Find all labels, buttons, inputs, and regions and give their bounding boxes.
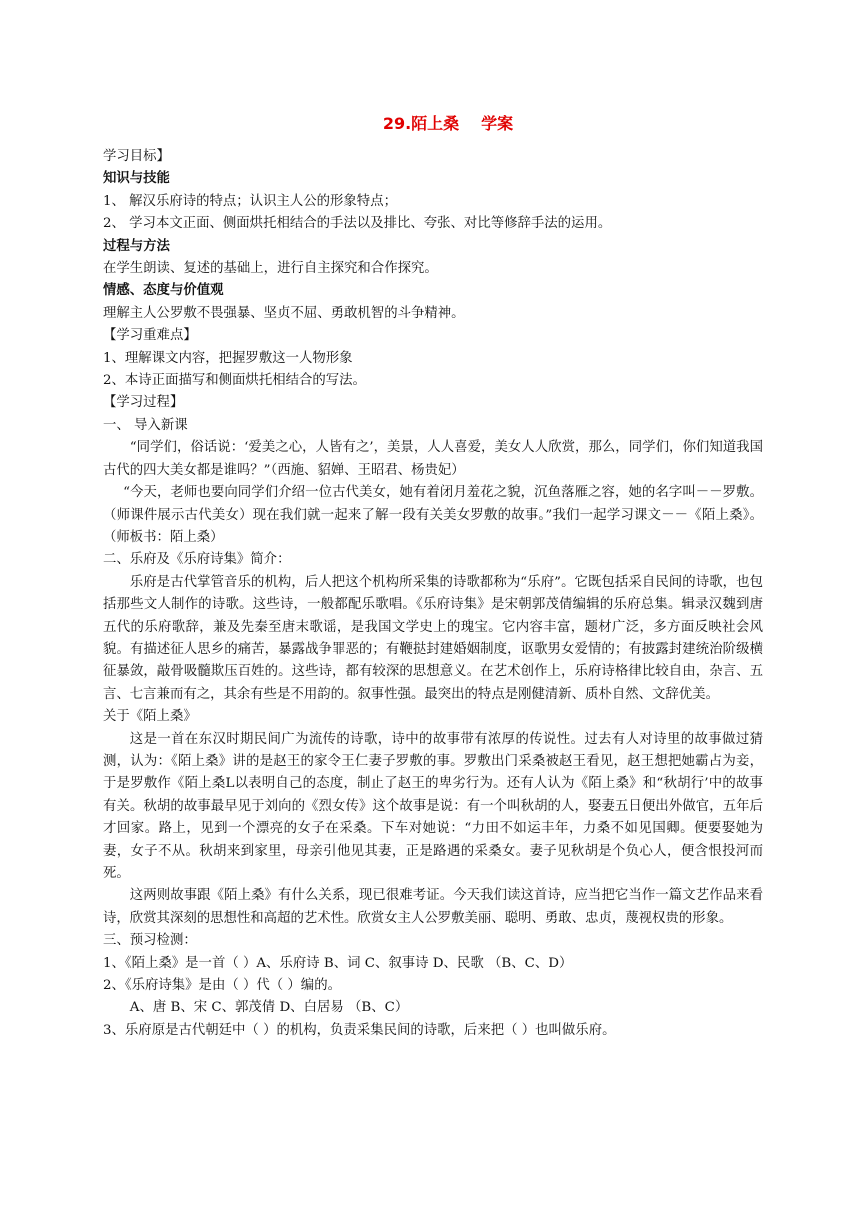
question-2: 2、《乐府诗集》是由（ ）代（ ）编的。	[103, 978, 341, 994]
intro-paragraph-1: “同学们，俗话说：‘爱美之心，人皆有之’，美景，人人喜爱，美女人人欣赏，那么，同学们，你们知道我国古代的四大美女都是谁吗？”（西施、貂婵、王昭君、杨贵妃）	[103, 440, 763, 478]
question-2-options: A、唐 B、宋 C、郭茂倩 D、白居易 （B、C）	[129, 1000, 409, 1016]
about-heading: 关于《陌上桑》	[103, 709, 197, 725]
document-title	[103, 112, 763, 136]
title-number: 29.陌上桑	[382, 114, 460, 133]
question-1: 1、《陌上桑》是一首（ ）A、乐府诗 B、词 C、叙事诗 D、民歌 （B、C、D）	[103, 955, 573, 971]
emotion-heading: 情感、态度与价值观	[103, 283, 224, 299]
key-heading: 【学习重难点】	[103, 328, 197, 344]
key-item: 1、理解课文内容，把握罗敷这一人物形象	[103, 350, 353, 366]
about-paragraph-1: 这是一首在东汉时期民间广为流传的诗歌，诗中的故事带有浓厚的传说性。过去有人对诗里的故事做过猜测，认为：《陌上桑》讲的是赵王的家令王仁妻子罗敷的事。罗敷出门采桑被赵王看见，赵王想把她霸占为妾，于是罗敷作《陌上桑L以表明自己的态度，制止了赵王的卑劣行为。还有人认为《陌上桑》和“秋胡行’中的故事有关。秋胡的故事最早见于刘向的《烈女传》这个故事是说：有一个叫秋胡的人，娶妻五日便出外做官，五年后才回家。路上，见到一个漂亮的女子在采桑。下车对她说：“力田不如运丰年，力桑不如见国卿。便要娶她为妻，女子不从。秋胡来到家里，母亲引他见其妻，正是路遇的采桑女。妻子见秋胡是个负心人，便含恨投河而死。	[103, 731, 763, 881]
knowledge-item: 2、 学习本文正面、侧面烘托相结合的手法以及排比、夸张、对比等修辞手法的运用。	[103, 216, 612, 232]
section2-heading: 二、乐府及《乐府诗集》简介：	[103, 552, 291, 568]
document-page	[103, 112, 763, 1042]
section1-heading: 一、 导入新课	[103, 417, 188, 433]
section3-heading: 三、预习检测：	[103, 933, 197, 949]
about-paragraph-2: 这两则故事跟《陌上桑》有什么关系，现已很难考证。今天我们读这首诗，应当把它当作一篇文艺作品来看诗，欣赏其深刻的思想性和高超的艺术性。欣赏女主人公罗敷美丽、聪明、勇敢、忠贞，蔑视权贵的形象。	[103, 888, 763, 926]
knowledge-heading: 知识与技能	[103, 171, 170, 187]
goals-heading: 学习目标】	[103, 149, 170, 164]
process2-heading: 【学习过程】	[103, 395, 184, 411]
knowledge-item: 1、 解汉乐府诗的特点；认识主人公的形象特点；	[103, 193, 397, 209]
emotion-text: 理解主人公罗敷不畏强暴、坚贞不屈、勇敢机智的斗争精神。	[103, 305, 465, 321]
key-item: 2、本诗正面描写和侧面烘托相结合的写法。	[103, 373, 366, 389]
process-text: 在学生朗读、复述的基础上，进行自主探究和合作探究。	[103, 261, 438, 277]
title-suffix: 学案	[481, 114, 514, 133]
question-3: 3、乐府原是古代朝廷中（ ）的机构，负责采集民间的诗歌，后来把（ ）也叫做乐府。	[103, 1022, 616, 1038]
yuefu-paragraph: 乐府是古代掌管音乐的机构，后人把这个机构所采集的诗歌都称为“乐府”。它既包括采自民间的诗歌，也包括那些文人制作的诗歌。这些诗，一般都配乐歌唱。《乐府诗集》是宋朝郭茂倩编辑的乐府总集。辑录汉魏到唐五代的乐府歌辞，兼及先秦至唐末歌谣，是我国文学史上的瑰宝。它内容丰富，题材广泛，多方面反映社会风貌。有描述征人思乡的痛苦，暴露战争罪恶的；有鞭挞封建婚姻制度，讴歌男女爱情的；有披露封建统治阶级横征暴敛，敲骨吸髓欺压百姓的。这些诗，都有较深的思想意义。在艺术创作上，乐府诗格律比较自由，杂言、五言、七言兼而有之，其余有些是不用韵的。叙事性强。最突出的特点是刚健清新、质朴自然、文辞优美。	[103, 574, 763, 702]
process-heading: 过程与方法	[103, 238, 170, 254]
intro-paragraph-2: “今天，老师也要向同学们介绍一位古代美女，她有着闭月羞花之貌，沉鱼落雁之容，她的名字叫－－罗敷。（师课件展示古代美女）现在我们就一起来了解一段有关美女罗敷的故事。”我们一起学习课文－－《陌上桑》。（师板书：陌上桑）	[103, 485, 763, 545]
